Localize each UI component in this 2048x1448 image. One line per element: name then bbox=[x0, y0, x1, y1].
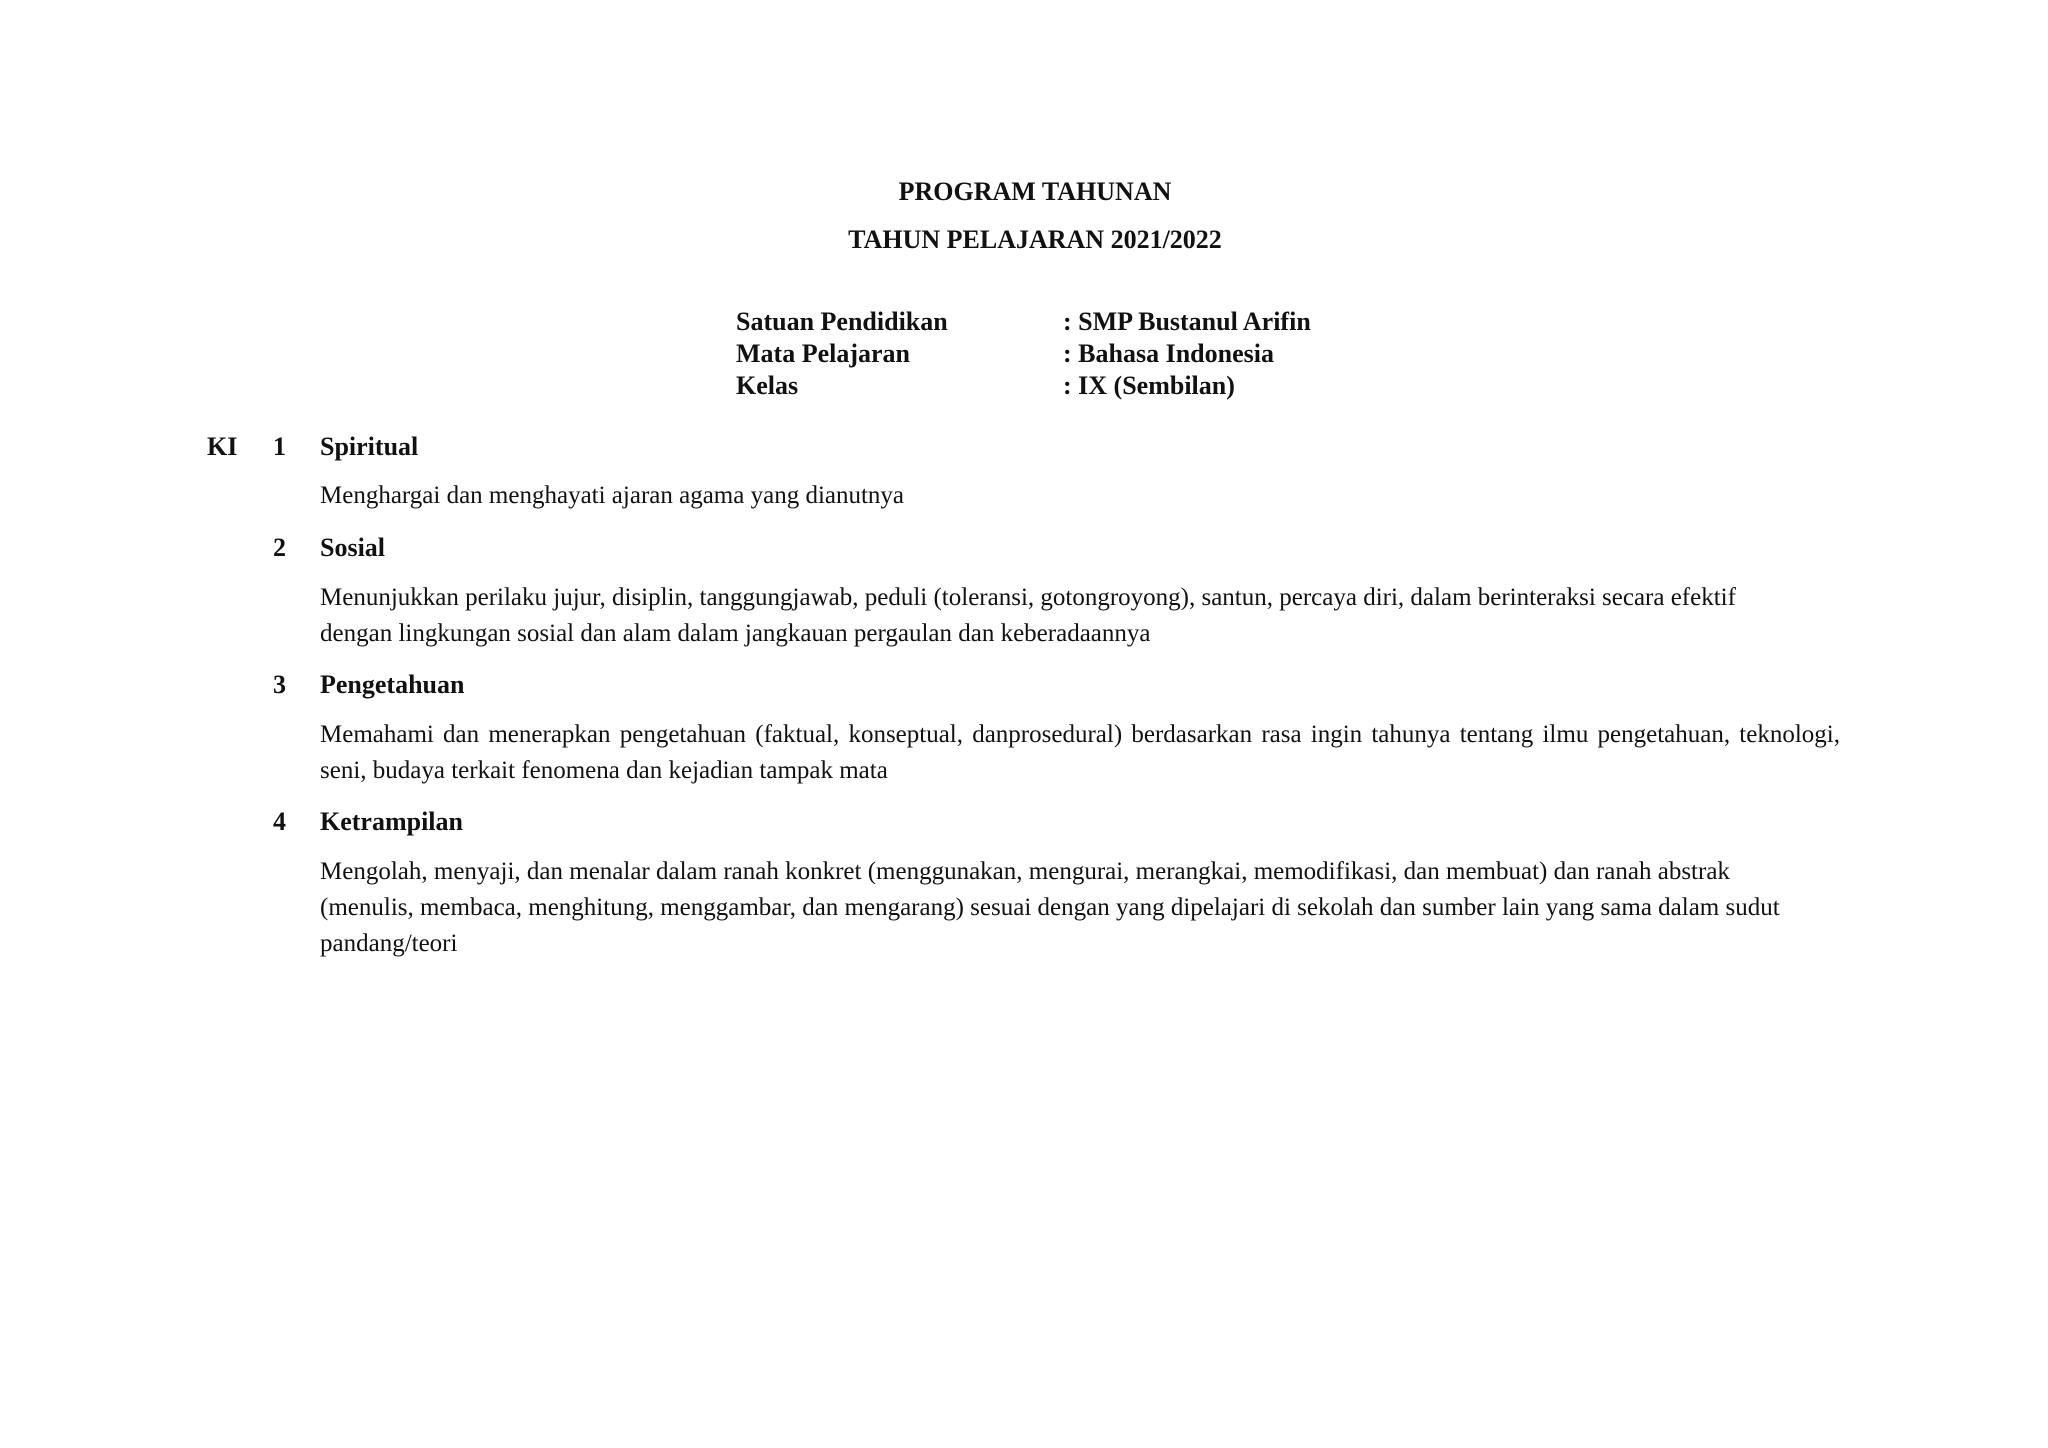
info-value: : SMP Bustanul Arifin bbox=[1063, 307, 1311, 336]
info-row-kelas bbox=[736, 370, 1311, 402]
identity-block bbox=[736, 306, 1311, 402]
document-subtitle: TAHUN PELAJARAN 2021/2022 bbox=[848, 225, 1222, 254]
ki-tag: KI bbox=[207, 432, 238, 461]
ki-number-2: 2 bbox=[273, 533, 286, 562]
ki-description-pengetahuan: Memahami dan menerapkan pengetahuan (faktual, konseptual, danprosedural) berdasarkan rasa ingin tahunya tentang ilmu pengetahuan, teknologi, seni, budaya terkait fenomena dan kejadian tampak mata bbox=[320, 721, 1840, 784]
info-row-mata-pelajaran bbox=[736, 338, 1311, 370]
ki-heading-ketrampilan: Ketrampilan bbox=[320, 807, 463, 836]
ki-heading-spiritual: Spiritual bbox=[320, 432, 419, 461]
ki-description-ketrampilan: Mengolah, menyaji, dan menalar dalam ranah konkret (menggunakan, mengurai, merangkai, memodifikasi, dan membuat) dan ranah abstrak (menulis, membaca, menghitung, menggambar, dan mengarang) sesuai dengan yang dipelajari di sekolah dan sumber lain yang sama dalam sudut pandang/teori bbox=[320, 858, 1780, 957]
ki-heading-sosial: Sosial bbox=[320, 533, 386, 562]
ki-number-4: 4 bbox=[273, 807, 286, 836]
ki-description-sosial: Menunjukkan perilaku jujur, disiplin, tanggungjawab, peduli (toleransi, gotongroyong), santun, percaya diri, dalam berinteraksi secara efektif dengan lingkungan sosial dan alam dalam jangkauan pergaulan dan keberadaannya bbox=[320, 584, 1736, 647]
document-title: PROGRAM TAHUNAN bbox=[898, 177, 1172, 206]
ki-heading-pengetahuan: Pengetahuan bbox=[320, 670, 465, 699]
ki-number-1: 1 bbox=[273, 432, 286, 461]
info-label: Satuan Pendidikan bbox=[736, 307, 948, 336]
info-label: Mata Pelajaran bbox=[736, 339, 911, 368]
info-row-satuan-pendidikan bbox=[736, 306, 1311, 338]
info-value: : IX (Sembilan) bbox=[1063, 371, 1235, 400]
info-label: Kelas bbox=[736, 371, 799, 400]
ki-description-spiritual: Menghargai dan menghayati ajaran agama yang dianutnya bbox=[320, 482, 905, 509]
info-value: : Bahasa Indonesia bbox=[1063, 339, 1274, 368]
ki-number-3: 3 bbox=[273, 670, 286, 699]
